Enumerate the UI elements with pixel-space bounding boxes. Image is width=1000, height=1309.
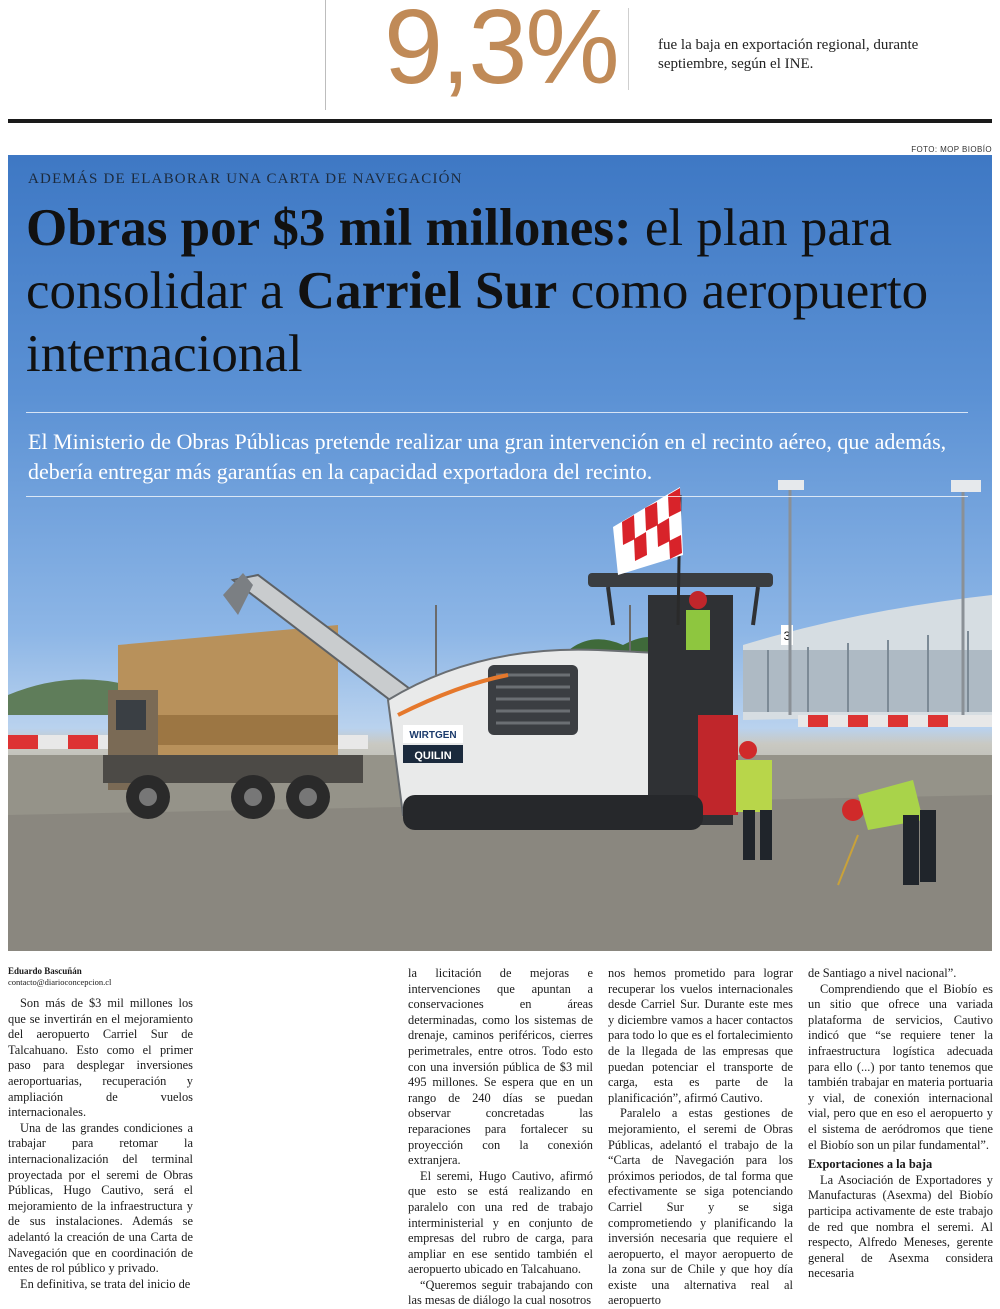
- byline: [8, 966, 193, 988]
- paragraph: Son más de $3 mil millones los que se invertirán en el mejoramiento del aeropuerto Carriel Sur de Talcahuano. Esto como el primer paso para desplegar inversiones aeroportuarias, recuperación y ampliación de vuelos internacionales.: [8, 996, 193, 1120]
- paragraph: “Queremos seguir trabajando con las mesas de diálogo la cual nosotros: [408, 1277, 593, 1308]
- paragraph: la licitación de mejoras e intervenciones que apuntan a conservaciones en áreas determinadas, como los sistemas de drenaje, caminos periféricos, cierres perimetrales, entre otros. Todo esto con una inversión pública de $3 mil 495 millones. Se espera que en un rango de 240 días se puedan observar concretadas las reparaciones para fortalecer su proyección con la conexión extranjera.: [408, 966, 593, 1168]
- paragraph: nos hemos prometido para lograr recuperar los vuelos internacionales desde Carriel Sur. Durante este mes y diciembre vamos a hacer contactos para todo lo que es el fortalecimiento de la llegada de las empresas que puedan potenciar el transporte de carga, esta es parte de la planificación”, afirmó Cautivo.: [608, 966, 793, 1105]
- paragraph: La Asociación de Exportadores y Manufacturas (Asexma) del Biobío participa activamente de este trabajo de red que nombra el seremi. Al respecto, Alfredo Meneses, gerente general de Asexma considera necesaria: [808, 1172, 993, 1281]
- paragraph: En definitiva, se trata del inicio de: [20, 1276, 191, 1291]
- hero-photo: [8, 155, 992, 951]
- article-kicker: ADEMÁS DE ELABORAR UNA CARTA DE NAVEGACIÓN: [28, 171, 463, 187]
- headline-rule: [26, 412, 968, 413]
- article-deck: El Ministerio de Obras Públicas pretende realizar una gran intervención en el recinto aéreo, que además, debería entregar más garantías en la capacidad exportadora del recinto.: [28, 429, 947, 484]
- paragraph: de Santiago a nivel nacional”.: [808, 966, 957, 980]
- article-column-1: [8, 996, 193, 1292]
- headline-bold-1: Obras por $3 mil millones:: [26, 199, 632, 257]
- stat-caption: fue la baja en exportación regional, durante septiembre, según el INE.: [658, 37, 919, 72]
- section-rule: [8, 119, 992, 123]
- gate-number: 3: [783, 629, 791, 643]
- headline-text-2: el plan para consolidar a: [26, 199, 893, 320]
- article-column-3: [608, 966, 793, 1309]
- headline-bold-3: Carriel Sur: [296, 262, 558, 320]
- article-column-2: [408, 966, 593, 1309]
- divider: [325, 0, 326, 110]
- paragraph: Comprendiendo que el Biobío es un sitio que ofrece una variada plataforma de servicios, Cautivo indicó que “se requiere tener la infraestructura logística adecuada para ello (...) por tanto tenemos que también trabajar en materia portuaria y vial, de conexión internacional vial, pero que en eso el aeropuerto y el sistema de aeródromos que tiene el Biobío son un pilar fundamental”.: [808, 981, 993, 1152]
- article-column-4: [808, 966, 993, 1282]
- photo-credit: FOTO: MOP BIOBÍO: [911, 145, 992, 154]
- machine-owner: QUILIN: [414, 750, 452, 762]
- paragraph: Una de las grandes condiciones a trabajar para retomar la internacionalización del terminal proyectada por el seremi de Obras Públicas, Hugo Cautivo, será el mejoramiento de la infraestructura y de sus instalaciones. Además se adelantó la creación de una Carta de Navegación que en coordinación de entes de rol público y privado.: [8, 1120, 193, 1276]
- author-email: contacto@diarioconcepcion.cl: [8, 977, 112, 987]
- author-name: Eduardo Bascuñán: [8, 966, 82, 976]
- paragraph: Paralelo a estas gestiones de mejoramiento, el seremi de Obras Públicas, adelantó el trabajo de la “Carta de Navegación para los próximos periodos, de tal forma que efectivamente se siga potenciando Carriel Sur y se siga comprometiendo y planificando la inversión necesaria que requiere el aeropuerto, el mayor aeropuerto de la zona sur de Chile y que hoy día existe una alternativa real al aeropuerto: [608, 1106, 793, 1308]
- deck-rule: [26, 496, 968, 497]
- paragraph: El seremi, Hugo Cautivo, afirmó que esto se está realizando en paralelo con una red de trabajo interministerial y en conjunto de empresas del rubro de carga, para ampliar en ese sentido también el aeropuerto ubicado en Talcahuano.: [408, 1168, 593, 1277]
- headline-text-4: como aeropuerto internacional: [26, 262, 929, 383]
- divider: [628, 8, 629, 90]
- article-headline: [26, 197, 976, 386]
- subhead: Exportaciones a la baja: [808, 1157, 933, 1172]
- stat-strip: [0, 0, 1000, 122]
- machine-brand: WIRTGEN: [409, 730, 457, 741]
- stat-number: 9,3%: [384, 0, 618, 106]
